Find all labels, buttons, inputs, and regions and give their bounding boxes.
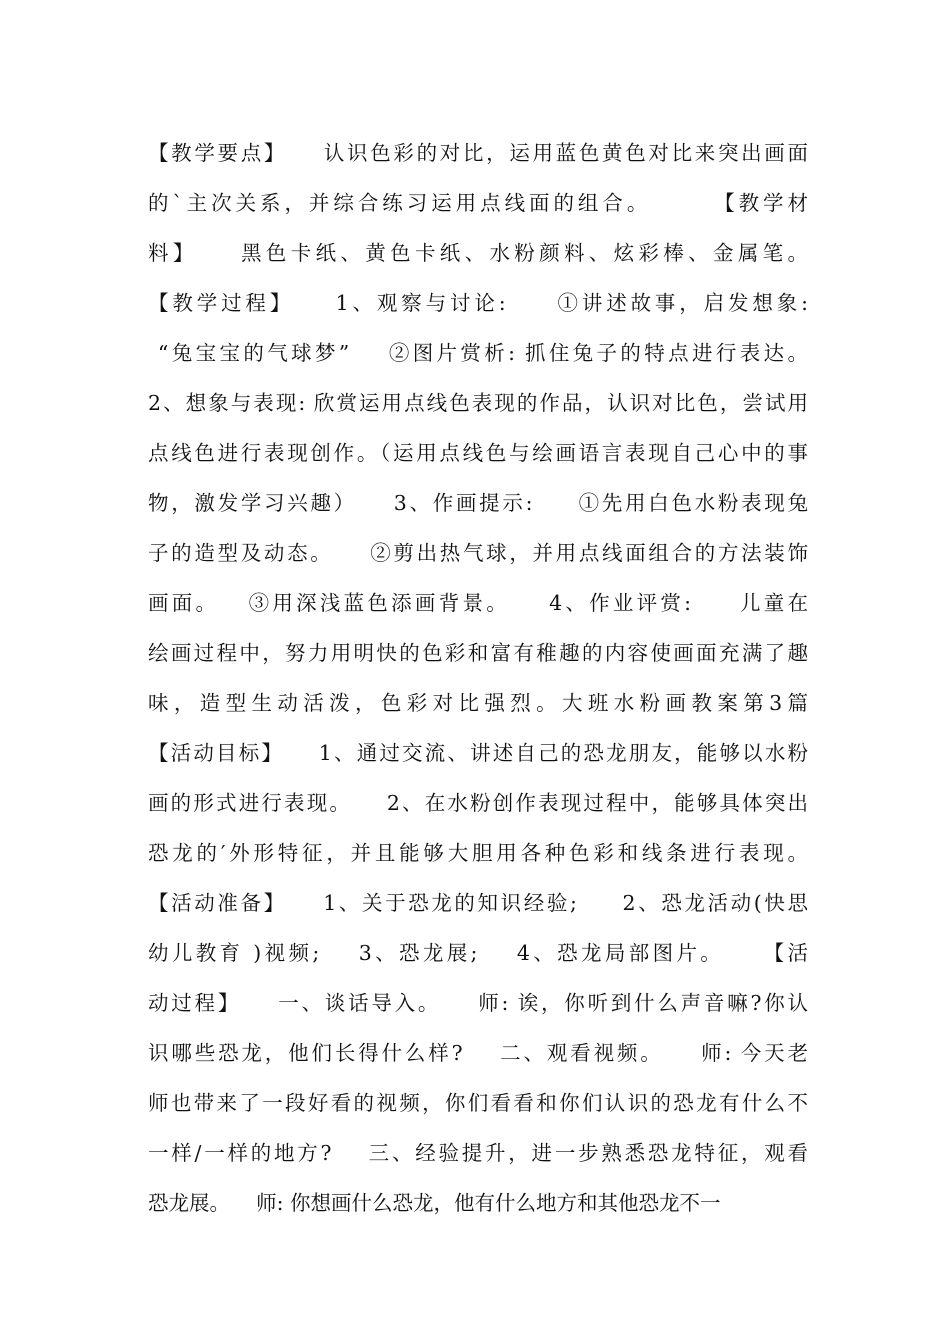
text-line: 【教学过程】 1、观察与讨论: ①讲述故事，启发想象: [148, 291, 808, 315]
text-line: 师也带来了一段好看的视频，你们看看和你们认识的恐龙有什么不 [148, 1091, 808, 1115]
text-line: 绘画过程中，努力用明快的色彩和富有稚趣的内容使画面充满了趣 [148, 641, 808, 665]
text-line: 子的造型及动态。 ②剪出热气球，并用点线面组合的方法装饰 [148, 541, 808, 565]
text-line: 【活动目标】 1、通过交流、讲述自己的恐龙朋友，能够以水粉 [148, 741, 808, 765]
text-line: 识哪些恐龙，他们长得什么样? 二、观看视频。 师: 今天老 [148, 1041, 808, 1065]
text-line: 【教学要点】 认识色彩的对比，运用蓝色黄色对比来突出画面 [148, 141, 808, 165]
text-line: 幼儿教育 )视频; 3、恐龙展; 4、恐龙局部图片。 【活 [148, 941, 808, 965]
text-line: 恐龙展。 师: 你想画什么恐龙，他有什么地方和其他恐龙不一 [148, 1191, 721, 1215]
text-line: 动过程】 一、谈话导入。 师: 诶，你听到什么声音嘛?你认 [148, 991, 808, 1015]
text-line: 的`主次关系，并综合练习运用点线面的组合。 【教学材 [148, 191, 808, 215]
text-line: 2、想象与表现: 欣赏运用点线色表现的作品，认识对比色，尝试用 [148, 391, 808, 415]
text-line: “兔宝宝的气球梦” ②图片赏析: 抓住兔子的特点进行表达。 [148, 341, 808, 365]
body-text [148, 128, 808, 1228]
text-line: 料】 黑色卡纸、黄色卡纸、水粉颜料、炫彩棒、金属笔。 [148, 241, 808, 265]
text-line: 物，激发学习兴趣） 3、作画提示: ①先用白色水粉表现兔 [148, 491, 808, 515]
text-line: 画的形式进行表现。 2、在水粉创作表现过程中，能够具体突出 [148, 791, 808, 815]
text-line: 恐龙的′外形特征，并且能够大胆用各种色彩和线条进行表现。 [148, 841, 808, 865]
text-line: 点线色进行表现创作。（运用点线色与绘画语言表现自己心中的事 [148, 441, 808, 465]
text-line: 味，造型生动活泼，色彩对比强烈。大班水粉画教案第3篇 [148, 691, 808, 715]
text-line: 画面。 ③用深浅蓝色添画背景。 4、作业评赏: 儿童在 [148, 591, 808, 615]
text-line: 【活动准备】 1、关于恐龙的知识经验; 2、恐龙活动(快思 [148, 891, 808, 915]
text-line: 一样/一样的地方? 三、经验提升，进一步熟悉恐龙特征，观看 [148, 1141, 808, 1165]
